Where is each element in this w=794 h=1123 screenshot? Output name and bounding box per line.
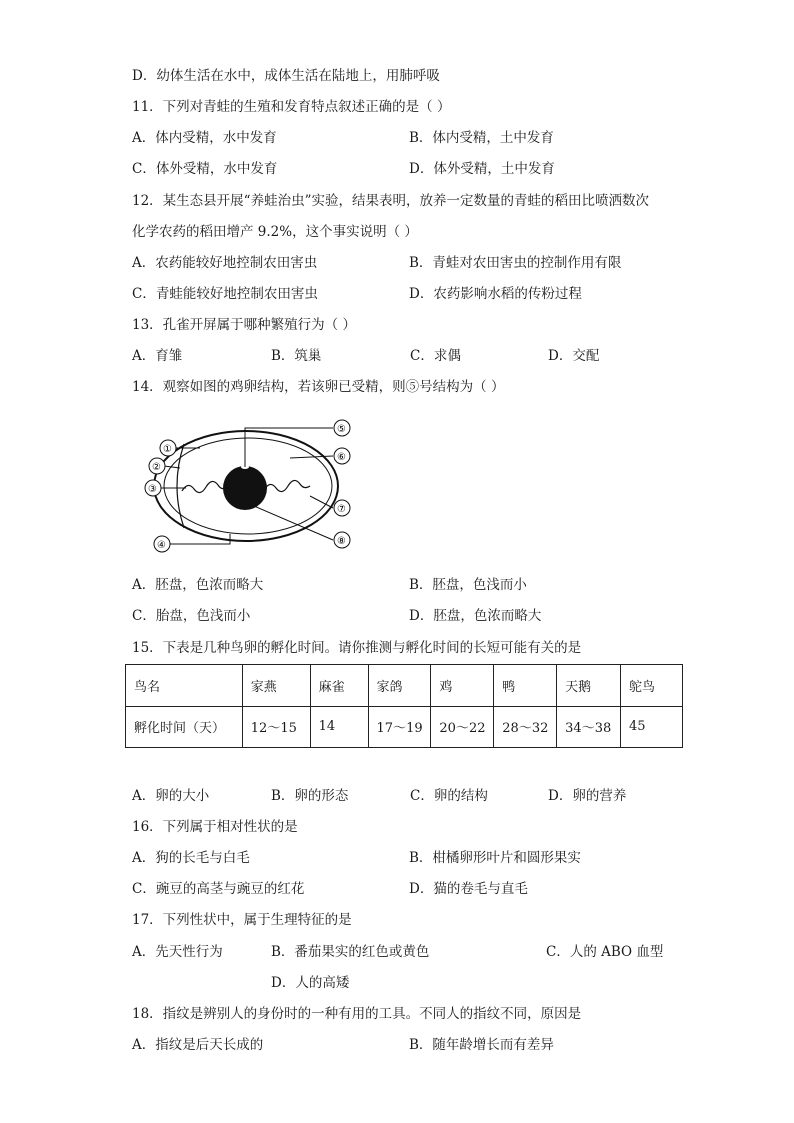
q15-stem: 15．下表是几种鸟卵的孵化时间。请你推测与孵化时间的长短可能有关的是 <box>132 640 582 656</box>
q15-option-a: A．卵的大小 <box>132 788 210 804</box>
q16-option-c: C．豌豆的高茎与豌豆的红花 <box>132 881 305 897</box>
q10-option-d: D．幼体生活在水中，成体生活在陆地上，用肺呼吸 <box>132 68 440 84</box>
q14-option-a: A．胚盘，色浓而略大 <box>132 577 264 593</box>
table-cell: 鸵鸟 <box>621 665 683 707</box>
q15-option-b: B．卵的形态 <box>271 788 349 804</box>
q18-option-a: A．指纹是后天长成的 <box>132 1037 264 1053</box>
table-cell: 鸟名 <box>126 665 243 707</box>
q13-stem: 13．孔雀开屏属于哪种繁殖行为（ ） <box>132 317 356 333</box>
yolk <box>223 466 267 510</box>
q12-stem-line1: 12．某生态县开展“养蛙治虫”实验，结果表明，放养一定数量的青蛙的稻田比喷洒数次 <box>132 193 649 209</box>
hatching-time-table <box>125 664 683 748</box>
table-cell: 28～32 <box>494 706 557 748</box>
q12-option-a: A．农药能较好地控制农田害虫 <box>132 255 318 271</box>
svg-text:①: ① <box>163 444 172 455</box>
label-1 <box>160 440 176 456</box>
q12-stem-line2: 化学农药的稻田增产 9.2%，这个事实说明（ ） <box>132 224 418 240</box>
label-8 <box>334 532 350 548</box>
q18-option-b: B．随年龄增长而有差异 <box>409 1037 554 1053</box>
q11-option-a: A．体内受精，水中发育 <box>132 130 277 146</box>
table-cell: 麻雀 <box>310 665 368 707</box>
q18-stem: 18．指纹是辨别人的身份时的一种有用的工具。不同人的指纹不同，原因是 <box>132 1006 582 1022</box>
q11-option-c: C．体外受精，水中发育 <box>132 161 278 177</box>
label-3 <box>145 480 161 496</box>
q16-option-a: A．狗的长毛与白毛 <box>132 850 250 866</box>
table-cell: 14 <box>310 706 368 748</box>
leader-2 <box>164 466 180 468</box>
q16-option-b: B．柑橘卵形叶片和圆形果实 <box>409 850 581 866</box>
q11-stem: 11．下列对青蛙的生殖和发育特点叙述正确的是（ ） <box>132 99 451 115</box>
q15-option-c: C．卵的结构 <box>410 788 488 804</box>
q14-option-b: B．胚盘，色浅而小 <box>409 577 527 593</box>
q17-option-c: C．人的 ABO 血型 <box>546 944 664 960</box>
label-7 <box>334 500 350 516</box>
svg-text:⑤: ⑤ <box>337 424 346 435</box>
table-cell: 家燕 <box>242 665 310 707</box>
svg-text:⑦: ⑦ <box>337 504 346 515</box>
table-cell: 34～38 <box>557 706 621 748</box>
q17-stem: 17．下列性状中，属于生理特征的是 <box>132 912 352 928</box>
q13-option-d: D．交配 <box>548 348 600 364</box>
table-cell: 家鸽 <box>368 665 431 707</box>
q13-option-a: A．育雏 <box>132 348 183 364</box>
q12-option-d: D．农药影响水稻的传粉过程 <box>409 286 582 302</box>
leader-8 <box>254 506 333 540</box>
svg-text:④: ④ <box>157 540 166 551</box>
q12-option-b: B．青蛙对农田害虫的控制作用有限 <box>409 255 622 271</box>
q14-option-d: D．胚盘，色浓而略大 <box>409 608 542 624</box>
table-row <box>126 706 683 748</box>
q16-stem: 16．下列属于相对性状的是 <box>132 819 298 835</box>
label-5 <box>334 420 350 436</box>
svg-text:③: ③ <box>148 484 157 495</box>
q11-option-d: D．体外受精，土中发育 <box>409 161 555 177</box>
table-cell: 12～15 <box>242 706 310 748</box>
table-cell: 天鹅 <box>557 665 621 707</box>
table-cell: 17～19 <box>368 706 431 748</box>
table-cell: 鸭 <box>494 665 557 707</box>
leader-6 <box>290 456 333 458</box>
table-cell: 20～22 <box>431 706 494 748</box>
q13-option-c: C．求偶 <box>410 348 461 364</box>
label-2 <box>149 458 165 474</box>
q11-option-b: B．体内受精，土中发育 <box>409 130 554 146</box>
q17-option-b: B．番茄果实的红色或黄色 <box>271 944 430 960</box>
q14-stem: 14．观察如图的鸡卵结构，若该卵已受精，则⑤号结构为（ ） <box>132 379 505 395</box>
table-cell: 孵化时间（天） <box>126 706 243 748</box>
label-6 <box>334 448 350 464</box>
egg-structure-diagram <box>140 416 360 556</box>
q17-option-a: A．先天性行为 <box>132 944 223 960</box>
q12-option-c: C．青蛙能较好地控制农田害虫 <box>132 286 318 302</box>
chalaza-left <box>182 481 226 492</box>
q13-option-b: B．筑巢 <box>271 348 322 364</box>
svg-text:⑥: ⑥ <box>337 452 346 463</box>
svg-text:②: ② <box>152 462 161 473</box>
air-cell-arc <box>177 444 184 528</box>
q15-option-d: D．卵的营养 <box>548 788 627 804</box>
svg-text:⑧: ⑧ <box>337 536 346 547</box>
table-cell: 鸡 <box>431 665 494 707</box>
table-header-row <box>126 665 683 707</box>
q16-option-d: D．猫的卷毛与直毛 <box>409 881 528 897</box>
q14-option-c: C．胎盘，色浅而小 <box>132 608 251 624</box>
label-4 <box>154 536 170 552</box>
chalaza-right <box>264 480 310 491</box>
q17-option-d: D．人的高矮 <box>271 975 350 991</box>
table-cell: 45 <box>621 706 683 748</box>
